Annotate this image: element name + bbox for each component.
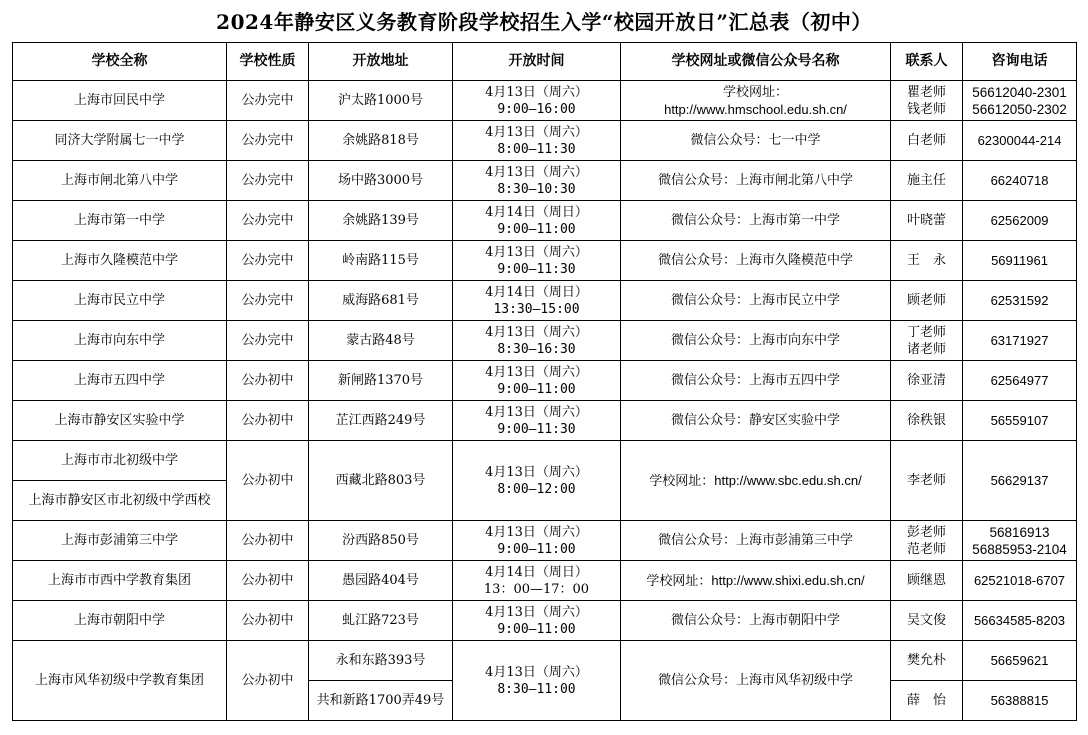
web-cell (621, 81, 891, 121)
school-type: 公办初中 (227, 441, 309, 521)
school-name: 上海市闸北第八中学 (13, 161, 227, 201)
school-type: 公办初中 (227, 561, 309, 601)
phone-number: 62562009 (963, 201, 1077, 241)
phone-number: 62521018-6707 (963, 561, 1077, 601)
school-name: 上海市向东中学 (13, 321, 227, 361)
open-date: 4月13日（周六） (485, 124, 588, 140)
school-type: 公办初中 (227, 361, 309, 401)
header-name: 学校全称 (13, 43, 227, 81)
open-hours: 13：00—17：00 (483, 581, 590, 597)
contact-cell (891, 521, 963, 561)
open-time (453, 161, 621, 201)
school-type: 公办初中 (227, 641, 309, 721)
open-hours: 8:30—10:30 (497, 181, 576, 197)
school-name: 上海市风华初级中学教育集团 (13, 641, 227, 721)
open-hours: 9:00—16:00 (497, 101, 576, 117)
table-row (13, 401, 1077, 441)
web-cell: 微信公众号：上海市久隆模范中学 (621, 241, 891, 281)
open-time (453, 241, 621, 281)
open-time (453, 601, 621, 641)
school-name: 上海市五四中学 (13, 361, 227, 401)
open-time (453, 121, 621, 161)
open-date: 4月13日（周六） (485, 324, 588, 340)
school-name: 上海市市西中学教育集团 (13, 561, 227, 601)
school-name: 上海市市北初级中学 (13, 441, 227, 481)
open-time (453, 441, 621, 521)
contact-person: 诸老师 (906, 341, 946, 357)
contact-person: 范老师 (906, 541, 946, 557)
open-address: 汾西路850号 (309, 521, 453, 561)
open-address: 愚园路404号 (309, 561, 453, 601)
school-name: 上海市静安区实验中学 (13, 401, 227, 441)
phone-number: 63171927 (963, 321, 1077, 361)
header-phone: 咨询电话 (963, 43, 1077, 81)
open-time (453, 361, 621, 401)
table-row (13, 321, 1077, 361)
header-type: 学校性质 (227, 43, 309, 81)
open-address: 蒙古路48号 (309, 321, 453, 361)
phone-number: 66240718 (963, 161, 1077, 201)
open-hours: 9:00—11:00 (497, 381, 576, 397)
school-name: 同济大学附属七一中学 (13, 121, 227, 161)
web-cell: 微信公众号：七一中学 (621, 121, 891, 161)
school-type: 公办完中 (227, 81, 309, 121)
phone-number: 56388815 (963, 681, 1077, 721)
open-address: 新闸路1370号 (309, 361, 453, 401)
contact-person: 顾继恩 (891, 561, 963, 601)
open-address: 岭南路115号 (309, 241, 453, 281)
table-row (13, 121, 1077, 161)
open-address: 余姚路818号 (309, 121, 453, 161)
phone-number: 56634585-8203 (963, 601, 1077, 641)
phone-number: 62531592 (963, 281, 1077, 321)
web-cell: 微信公众号：静安区实验中学 (621, 401, 891, 441)
table-header-row (13, 43, 1077, 81)
web-label: 学校网址： (649, 473, 715, 489)
open-day-table (12, 42, 1077, 721)
open-hours: 9:00—11:30 (497, 421, 576, 437)
school-type: 公办完中 (227, 321, 309, 361)
header-time: 开放时间 (453, 43, 621, 81)
open-time (453, 81, 621, 121)
open-address: 威海路681号 (309, 281, 453, 321)
table-row (13, 521, 1077, 561)
table-row (13, 281, 1077, 321)
open-address: 沪太路1000号 (309, 81, 453, 121)
open-hours: 8:30—16:30 (497, 341, 576, 357)
open-hours: 8:00—12:00 (497, 481, 576, 497)
contact-cell (891, 81, 963, 121)
contact-person: 徐秩银 (891, 401, 963, 441)
open-hours: 9:00—11:30 (497, 261, 576, 277)
open-address: 余姚路139号 (309, 201, 453, 241)
open-time (453, 401, 621, 441)
school-type: 公办完中 (227, 161, 309, 201)
phone-number: 62300044-214 (963, 121, 1077, 161)
school-name: 上海市静安区市北初级中学西校 (13, 481, 227, 521)
table-row (13, 241, 1077, 281)
school-type: 公办初中 (227, 401, 309, 441)
school-type: 公办完中 (227, 121, 309, 161)
phone-number: 56885953-2104 (972, 541, 1067, 557)
contact-person: 李老师 (891, 441, 963, 521)
web-cell: 微信公众号：上海市朝阳中学 (621, 601, 891, 641)
open-hours: 13:30—15:00 (493, 301, 580, 317)
open-time (453, 641, 621, 721)
phone-number: 62564977 (963, 361, 1077, 401)
phone-number: 56559107 (963, 401, 1077, 441)
phone-number: 56911961 (963, 241, 1077, 281)
open-hours: 9:00—11:00 (497, 221, 576, 237)
contact-person: 徐亚清 (891, 361, 963, 401)
open-date: 4月13日（周六） (485, 604, 588, 620)
contact-person: 叶晓蕾 (891, 201, 963, 241)
school-url-link[interactable]: http://www.shixi.edu.sh.cn/ (711, 572, 865, 588)
school-type: 公办初中 (227, 601, 309, 641)
open-date: 4月13日（周六） (485, 244, 588, 260)
phone-cell (963, 81, 1077, 121)
school-type: 公办初中 (227, 521, 309, 561)
web-cell: 微信公众号：上海市风华初级中学 (621, 641, 891, 721)
web-cell: 微信公众号：上海市五四中学 (621, 361, 891, 401)
open-hours: 8:00—11:30 (497, 141, 576, 157)
web-cell: 微信公众号：上海市民立中学 (621, 281, 891, 321)
header-contact: 联系人 (891, 43, 963, 81)
school-name: 上海市民立中学 (13, 281, 227, 321)
open-time (453, 201, 621, 241)
open-date: 4月14日（周日） (485, 284, 588, 300)
contact-person: 吴文俊 (891, 601, 963, 641)
web-cell: 微信公众号：上海市彭浦第三中学 (621, 521, 891, 561)
web-label: 学校网址： (646, 573, 712, 589)
table-row (13, 561, 1077, 601)
open-hours: 9:00—11:00 (497, 541, 576, 557)
open-date: 4月13日（周六） (485, 404, 588, 420)
table-row (13, 601, 1077, 641)
open-date: 4月13日（周六） (485, 364, 588, 380)
school-type: 公办完中 (227, 241, 309, 281)
phone-number: 56612050-2302 (972, 101, 1067, 117)
contact-person: 钱老师 (906, 101, 946, 117)
phone-number: 56816913 (989, 524, 1050, 540)
open-date: 4月14日（周日） (485, 204, 588, 220)
contact-person: 王 永 (891, 241, 963, 281)
table-row (13, 361, 1077, 401)
open-hours: 9:00—11:00 (497, 621, 576, 637)
open-date: 4月13日（周六） (485, 524, 588, 540)
open-hours: 8:30—11:00 (497, 681, 576, 697)
contact-cell (891, 321, 963, 361)
contact-person: 薛 怡 (891, 681, 963, 721)
contact-person: 彭老师 (906, 524, 946, 540)
contact-person: 丁老师 (906, 324, 946, 340)
open-date: 4月14日（周日） (485, 564, 588, 580)
open-date: 4月13日（周六） (485, 464, 588, 480)
table-row (13, 641, 1077, 681)
web-cell: 微信公众号：上海市闸北第八中学 (621, 161, 891, 201)
web-cell (621, 561, 891, 601)
web-cell: 微信公众号：上海市向东中学 (621, 321, 891, 361)
school-url-link[interactable]: http://www.sbc.edu.sh.cn/ (714, 472, 862, 488)
phone-number: 56659621 (963, 641, 1077, 681)
table-row (13, 201, 1077, 241)
table-row (13, 441, 1077, 481)
school-name: 上海市朝阳中学 (13, 601, 227, 641)
web-cell (621, 441, 891, 521)
phone-number: 56612040-2301 (972, 84, 1067, 100)
header-web: 学校网址或微信公众号名称 (621, 43, 891, 81)
open-address: 永和东路393号 (309, 641, 453, 681)
open-address: 西藏北路803号 (309, 441, 453, 521)
header-address: 开放地址 (309, 43, 453, 81)
open-address: 场中路3000号 (309, 161, 453, 201)
open-address: 共和新路1700弄49号 (309, 681, 453, 721)
school-url-link[interactable]: http://www.hmschool.edu.sh.cn/ (664, 101, 847, 117)
contact-person: 顾老师 (891, 281, 963, 321)
page-title: 2024年静安区义务教育阶段学校招生入学“校园开放日”汇总表（初中） (216, 10, 872, 34)
open-time (453, 561, 621, 601)
contact-person: 白老师 (891, 121, 963, 161)
phone-number: 56629137 (963, 441, 1077, 521)
contact-person: 施主任 (891, 161, 963, 201)
school-name: 上海市彭浦第三中学 (13, 521, 227, 561)
open-address: 虬江路723号 (309, 601, 453, 641)
table-row (13, 161, 1077, 201)
open-date: 4月13日（周六） (485, 164, 588, 180)
phone-cell (963, 521, 1077, 561)
web-cell: 微信公众号：上海市第一中学 (621, 201, 891, 241)
school-type: 公办完中 (227, 201, 309, 241)
open-time (453, 521, 621, 561)
open-time (453, 281, 621, 321)
school-name: 上海市回民中学 (13, 81, 227, 121)
school-type: 公办完中 (227, 281, 309, 321)
school-name: 上海市久隆模范中学 (13, 241, 227, 281)
table-row (13, 81, 1077, 121)
contact-person: 樊允朴 (891, 641, 963, 681)
open-date: 4月13日（周六） (485, 84, 588, 100)
open-address: 芷江西路249号 (309, 401, 453, 441)
open-date: 4月13日（周六） (485, 664, 588, 680)
contact-person: 瞿老师 (906, 84, 946, 100)
open-time (453, 321, 621, 361)
school-name: 上海市第一中学 (13, 201, 227, 241)
web-label: 学校网址： (722, 84, 788, 100)
